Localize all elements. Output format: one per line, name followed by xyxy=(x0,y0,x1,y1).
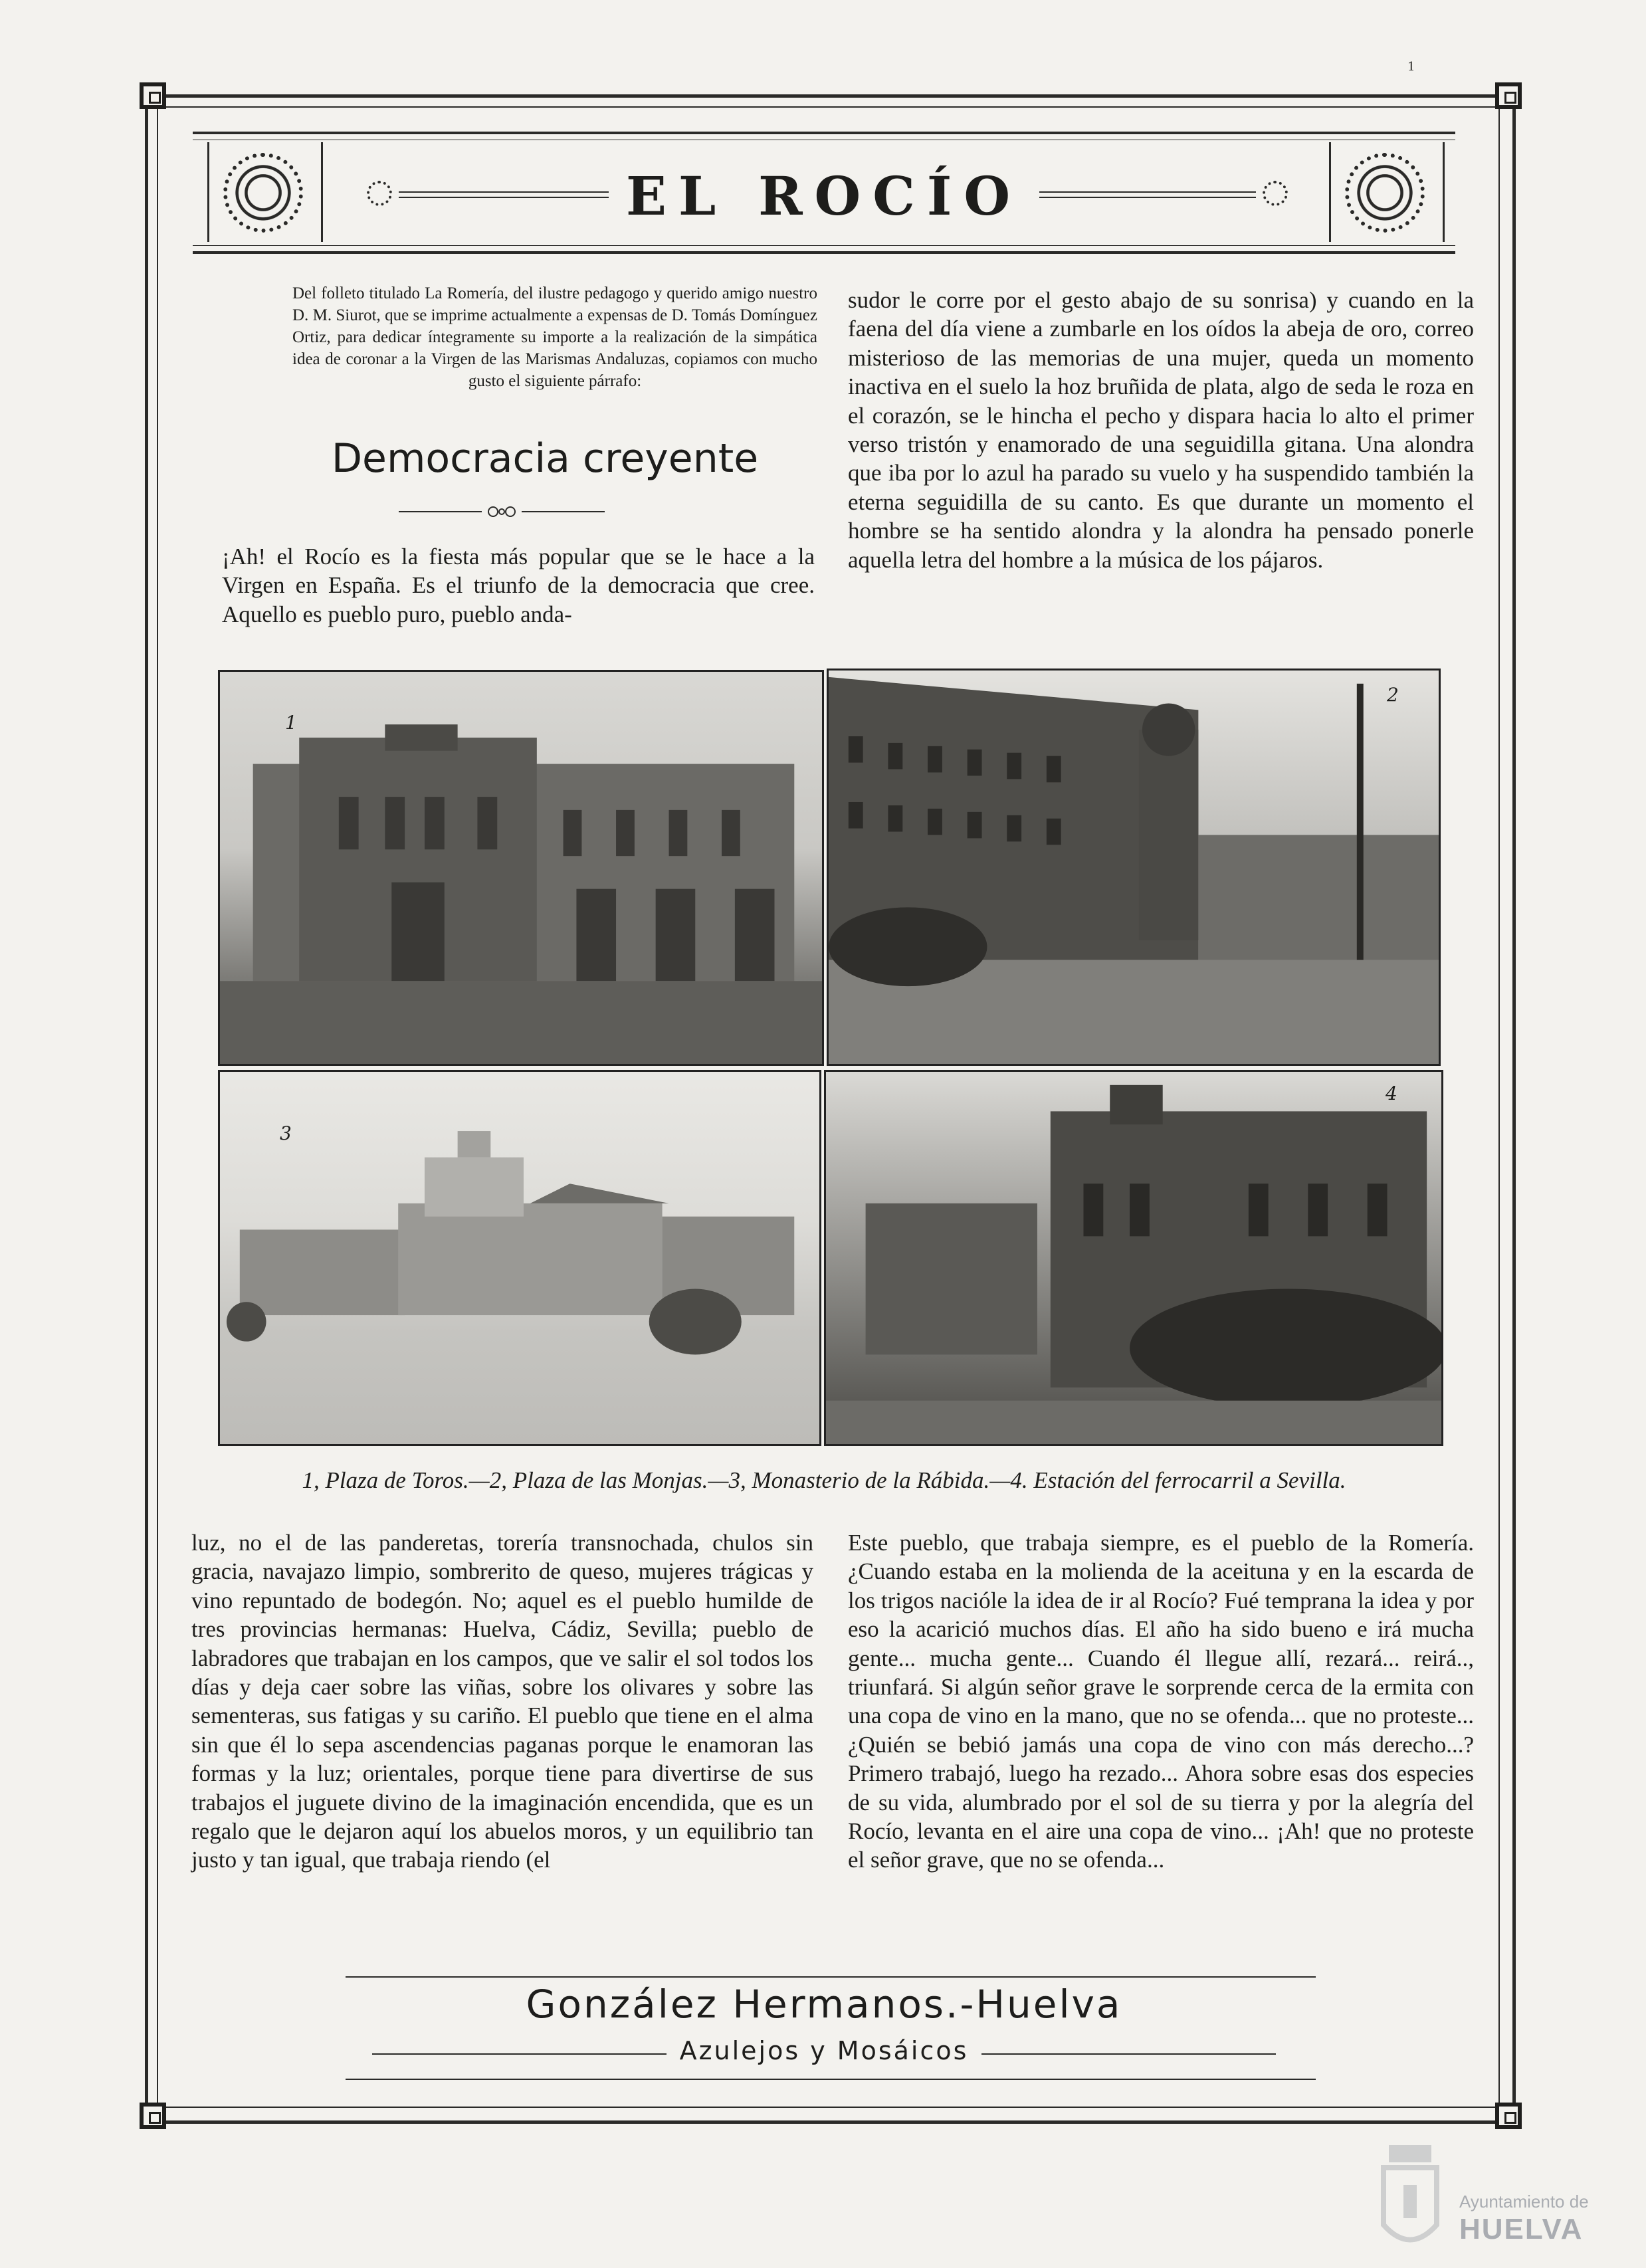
photo-monasterio-de-la-rabida xyxy=(218,1070,821,1446)
page-number: 1 xyxy=(1407,60,1415,74)
photo-caption: 1, Plaza de Toros.—2, Plaza de las Monjas.—3, Monasterio de la Rábida.—4. Estación del ferrocarril a Sevilla. xyxy=(302,1467,1346,1493)
photo-number: 3 xyxy=(280,1122,292,1144)
article-heading: Democracia creyente xyxy=(331,435,759,482)
intro-paragraph: Del folleto titulado La Romería, del ilustre pedagogo y querido amigo nuestro D. M. Siurot, que se imprime actualmente a expensas de D. Tomás Domínguez Ortiz, para dedicar íntegramente su importe a la realización de la simpática idea de coronar a la Virgen de las Marismas Andaluzas, copiamos con mucho gusto el siguiente párrafo: xyxy=(292,284,817,390)
article-column-4: Este pueblo, que trabaja siempre, es el pueblo de la Romería. ¿Cuando estaba en la molienda de la aceituna y en la escarda de los trigos nacióle la idea de ir al Rocío? Fué temprana la idea y por eso la acarició muchos días. El año ha sido bueno e irá mucha gente... mucha gente... Cuando él llegue allí, rezará... reirá.., triunfará. Si algún señor grave le sorprende cerca de la ermita con una copa de vino en la mano, que no se ofenda... que no proteste... ¿Quién se bebió jamás una copa de vino con más derecho...? Primero trabajó, luego ha rezado... Ahora sobre esas dos especies de su vida, alumbrado por el sol de su tierra y por la alegría del Rocío, levanta en el aire una copa de vino... ¡Ah! que no proteste el señor grave, que no se ofenda... xyxy=(848,1530,1474,1873)
photo-number: 4 xyxy=(1386,1082,1397,1104)
article-column-3: luz, no el de las panderetas, torería transnochada, chulos sin gracia, navajazo limpio, sombrerito de queso, mujeres trágicas y vino repuntado de bodegón. No; aquel es el pueblo humilde de tres provincias hermanas: Huelva, Cádiz, Sevilla; pueblo de labradores que trabajan en los campos, que ve salir el sol todos los días y deja caer sobre las viñas, sobre los olivares y sobre las sementeras, sus fatigas y su cariño. El pueblo que tiene en el alma sin que él lo sepa ascendencias paganas porque le enamoran las formas y la luz; orientales, porque tiene para divertirse de sus trabajos el juguete divino de la imaginación encendida, que es un regalo que le dejaron aquí los abuelos moros, y un equilibrio tan justo y tan igual, que trabaja riendo (el xyxy=(191,1530,813,1873)
advert-base-rule xyxy=(346,2079,1316,2080)
corner-ornament-bottom-right xyxy=(1495,2103,1522,2129)
article-column-1: ¡Ah! el Rocío es la fiesta más popular que se le hace a la Virgen en España. Es el triunfo de la democracia que cree. Aquello es pueblo puro, pueblo anda- xyxy=(222,544,815,627)
corner-ornament-top-left xyxy=(140,82,166,109)
watermark-line-1: Ayuntamiento de xyxy=(1459,2192,1589,2212)
photo-estacion-del-ferrocarril xyxy=(824,1070,1443,1446)
flourish-icon xyxy=(399,505,605,518)
advert-title: González Hermanos.-Huelva xyxy=(526,1982,1122,2027)
photo-number: 1 xyxy=(285,712,297,734)
watermark-line-2: HUELVA xyxy=(1459,2213,1584,2245)
city-crest-icon xyxy=(1377,2138,1443,2258)
photo-plaza-de-toros xyxy=(218,670,824,1066)
corner-ornament-top-right xyxy=(1495,82,1522,109)
article-column-2: sudor le corre por el gesto abajo de su sonrisa) y cuando en la faena del día viene a zumbarle en los oídos la abeja de oro, correo misterioso de las memorias de una mujer, queda un momento inactiva en el suelo la hoz bruñida de plata, algo de seda le roza en el corazón, se le hincha el pecho y dispara hacia lo alto el primer verso tristón y enamorado de una seguidilla gitana. Una alondra que iba por lo azul ha parado su vuelo y ha suspendido también la eterna seguidilla de su canto. Es que durante un momento el hombre se ha sentido alondra y la alondra ha pensado ponerle aquella letra del hombre a la música de los pájaros. xyxy=(848,287,1474,573)
advert-subtitle: Azulejos y Mosáicos xyxy=(199,2036,1449,2065)
masthead xyxy=(193,132,1455,254)
photo-plaza-de-las-monjas xyxy=(827,669,1441,1066)
advert-top-rule xyxy=(346,1976,1316,1978)
page-title: EL ROCÍO xyxy=(193,165,1455,227)
corner-ornament-bottom-left xyxy=(140,2103,166,2129)
photo-number: 2 xyxy=(1387,684,1399,706)
